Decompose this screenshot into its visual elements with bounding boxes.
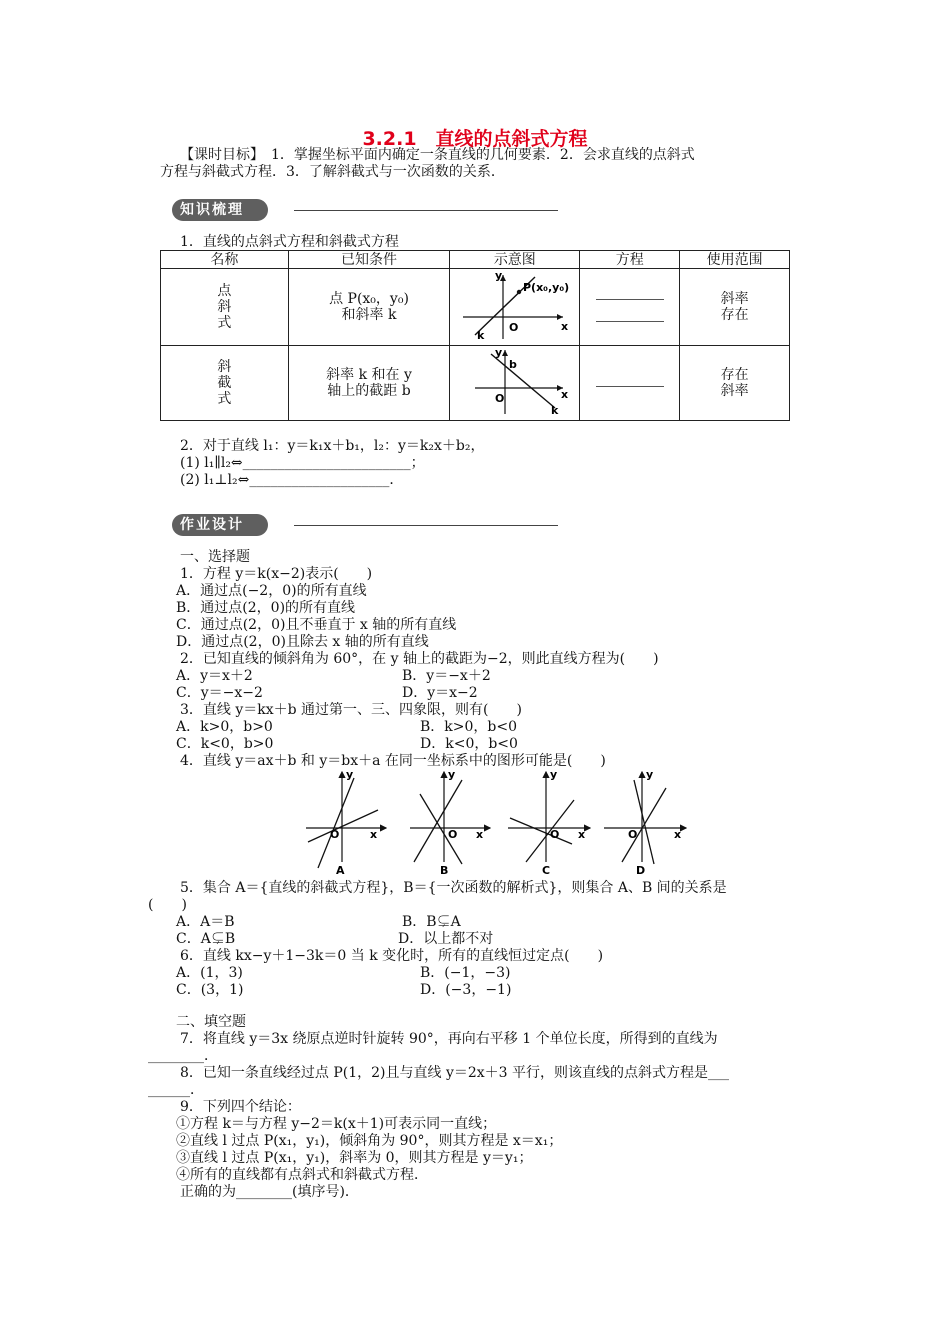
svg-text:y: y: [494, 269, 502, 282]
svg-text:P(x₀,y₀): P(x₀,y₀): [522, 281, 570, 294]
q2-option-d[interactable]: D．y＝x−2: [402, 685, 478, 701]
row2-condition: 斜率 k 和在 y 轴上的截距 b: [288, 346, 450, 421]
svg-text:O: O: [494, 392, 505, 405]
q2-stem: 2．已知直线的倾斜角为 60°，在 y 轴上的截距为−2，则此直线方程为( ): [180, 651, 659, 667]
q3-option-c[interactable]: C．k<0，b>0: [176, 736, 274, 752]
svg-text:O: O: [330, 828, 340, 841]
q6-option-a[interactable]: A．(1，3): [176, 965, 243, 981]
knowledge-banner-label: 知识梳理: [172, 199, 268, 221]
objectives-line1: 【课时目标】 1．掌握坐标平面内确定一条直线的几何要素．2．会求直线的点斜式: [180, 147, 695, 163]
banner-rule: [294, 525, 558, 526]
q9-stem: 9．下列四个结论：: [180, 1099, 301, 1115]
row1-scope: 斜率 存在: [680, 269, 790, 346]
svg-text:x: x: [370, 828, 378, 841]
q8-line1: 8．已知一条直线经过点 P(1，2)且与直线 y＝2x＋3 平行，则该直线的点斜式方程是___: [180, 1065, 730, 1081]
q9-statement-4: ④所有的直线都有点斜式和斜截式方程．: [176, 1167, 428, 1183]
q1-option-a[interactable]: A．通过点(−2，0)的所有直线: [176, 583, 367, 599]
row2-figure: [450, 346, 580, 421]
objectives-line2: 方程与斜截式方程．3．了解斜截式与一次函数的关系．: [160, 164, 505, 180]
q9-statement-2: ②直线 l 过点 P(x₁，y₁)，倾斜角为 90°，则其方程是 x＝x₁；: [176, 1133, 563, 1149]
homework-banner: [172, 514, 558, 536]
homework-banner-label: 作业设计: [172, 514, 268, 536]
q2-option-c[interactable]: C．y＝−x−2: [176, 685, 263, 701]
header-name: 名称: [161, 251, 289, 269]
q1-option-b[interactable]: B．通过点(2，0)的所有直线: [176, 600, 356, 616]
row2-scope: 存在 斜率: [680, 346, 790, 421]
svg-text:O: O: [628, 828, 638, 841]
q9-answer-line[interactable]: 正确的为________(填序号)．: [180, 1184, 359, 1200]
q5-option-b[interactable]: B．B⊊A: [402, 914, 461, 930]
q5-option-d[interactable]: D．以上都不对: [398, 931, 494, 947]
q9-statement-3: ③直线 l 过点 P(x₁，y₁)，斜率为 0，则其方程是 y＝y₁；: [176, 1150, 533, 1166]
q1-stem: 1．方程 y＝k(x−2)表示( ): [180, 566, 373, 582]
q6-option-b[interactable]: B．(−1，−3): [420, 965, 511, 981]
answer-blank[interactable]: [596, 311, 664, 322]
q6-stem: 6．直线 kx−y＋1−3k＝0 当 k 变化时，所有的直线恒过定点( ): [180, 948, 604, 964]
page-title: 3.2.1 直线的点斜式方程: [362, 128, 588, 150]
row1-condition: 点 P(x₀，y₀) 和斜率 k: [288, 269, 450, 346]
knowledge-item2b: (2) l₁⊥l₂⇔____________________．: [180, 472, 404, 488]
q1-option-c[interactable]: C．通过点(2，0)且不垂直于 x 轴的所有直线: [176, 617, 457, 633]
svg-text:O: O: [448, 828, 458, 841]
svg-text:k: k: [476, 329, 485, 341]
q7-line2[interactable]: ________．: [148, 1048, 218, 1064]
q2-option-b[interactable]: B．y＝−x＋2: [402, 668, 491, 684]
svg-text:y: y: [494, 346, 502, 359]
q8-line2[interactable]: ______．: [148, 1082, 204, 1098]
q4-graph-c: [508, 770, 590, 877]
svg-text:b: b: [508, 358, 517, 371]
svg-text:C: C: [542, 864, 551, 877]
header-condition: 已知条件: [288, 251, 450, 269]
svg-text:D: D: [636, 864, 646, 877]
knowledge-banner: [172, 199, 558, 221]
q2-option-a[interactable]: A．y＝x＋2: [176, 668, 253, 684]
svg-text:O: O: [508, 321, 519, 334]
q3-option-d[interactable]: D．k<0，b<0: [420, 736, 518, 752]
banner-dot-icon: [276, 520, 286, 530]
svg-text:x: x: [674, 828, 682, 841]
banner-rule: [294, 210, 558, 211]
knowledge-item1: 1．直线的点斜式方程和斜截式方程: [180, 234, 399, 250]
knowledge-item2a: (1) l₁∥l₂⇔________________________；: [180, 455, 425, 471]
row1-name: 点 斜 式: [161, 269, 289, 346]
point-slope-diagram: [451, 269, 579, 341]
section-fill-title: 二、填空题: [176, 1014, 246, 1030]
slope-intercept-diagram: [451, 346, 579, 416]
q6-option-d[interactable]: D．(−3，−1): [420, 982, 512, 998]
q4-graph-a: [306, 770, 386, 877]
banner-dot-icon: [276, 205, 286, 215]
q3-option-a[interactable]: A．k>0，b>0: [176, 719, 273, 735]
q5-stem-paren: ( ): [148, 897, 187, 913]
q3-stem: 3．直线 y＝kx＋b 通过第一、三、四象限，则有( ): [180, 702, 522, 718]
svg-text:k: k: [550, 404, 559, 416]
svg-text:x: x: [476, 828, 484, 841]
row2-name: 斜 截 式: [161, 346, 289, 421]
svg-text:A: A: [336, 864, 345, 877]
svg-text:y: y: [448, 770, 456, 781]
q4-graph-b: [410, 770, 490, 877]
q4-graphs: [300, 770, 690, 878]
row1-figure: [450, 269, 580, 346]
q4-graph-d: [604, 770, 686, 877]
svg-text:x: x: [578, 828, 586, 841]
q5-option-a[interactable]: A．A＝B: [176, 914, 235, 930]
answer-blank[interactable]: [596, 289, 664, 300]
svg-text:y: y: [550, 770, 558, 781]
section-choice-title: 一、选择题: [180, 549, 250, 565]
q7-line1: 7．将直线 y＝3x 绕原点逆时针旋转 90°，再向右平移 1 个单位长度，所得到的直线为: [180, 1031, 718, 1047]
q1-option-d[interactable]: D．通过点(2，0)且除去 x 轴的所有直线: [176, 634, 429, 650]
formula-table: [160, 250, 790, 421]
q6-option-c[interactable]: C．(3，1): [176, 982, 244, 998]
q9-statement-1: ①方程 k＝与方程 y−2＝k(x＋1)可表示同一直线；: [176, 1116, 497, 1132]
svg-text:y: y: [646, 770, 654, 781]
svg-text:y: y: [346, 770, 354, 781]
q3-option-b[interactable]: B．k>0，b<0: [420, 719, 518, 735]
svg-text:x: x: [560, 320, 568, 333]
svg-text:x: x: [560, 388, 568, 401]
svg-text:O: O: [550, 828, 560, 841]
answer-blank[interactable]: [596, 376, 664, 387]
header-scope: 使用范围: [680, 251, 790, 269]
svg-text:B: B: [440, 864, 449, 877]
header-figure: 示意图: [450, 251, 580, 269]
q5-option-c[interactable]: C．A⊊B: [176, 931, 236, 947]
row2-equation: [580, 346, 680, 421]
q5-stem: 5．集合 A＝{直线的斜截式方程}，B＝{一次函数的解析式}，则集合 A、B 间的关系是: [180, 880, 727, 896]
knowledge-item2: 2．对于直线 l₁：y＝k₁x＋b₁，l₂：y＝k₂x＋b₂，: [180, 438, 485, 454]
header-equation: 方程: [580, 251, 680, 269]
q4-stem: 4．直线 y＝ax＋b 和 y＝bx＋a 在同一坐标系中的图形可能是( ): [180, 753, 606, 769]
row1-equation: [580, 269, 680, 346]
